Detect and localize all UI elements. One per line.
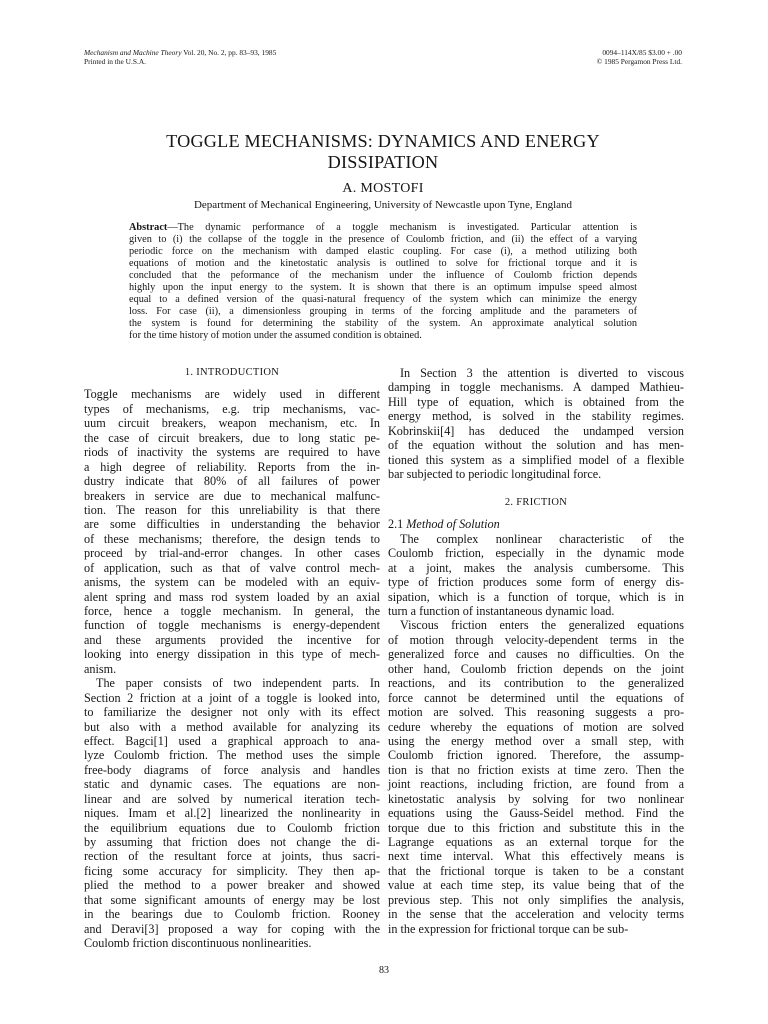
abstract <box>129 222 637 342</box>
abstract-line: highly upon the input energy to the system. It is shown that there is an optimum impulse speed almost <box>129 282 637 293</box>
body-text-line: are some difficulties in understanding the behavior <box>84 517 380 532</box>
issn-price: 0094–114X/85 $3.00 + .00 <box>602 48 682 57</box>
body-text-line: generalized force and causes no difficulties. On the <box>388 647 684 662</box>
body-text-line: The paper consists of two independent parts. In <box>96 676 380 691</box>
journal-volume-info: Vol. 20, No. 2, pp. 83–93, 1985 <box>181 48 277 57</box>
abstract-line: given to (i) the collapse of the toggle in the presence of Coulomb friction, and (ii) the effect of a varying <box>129 234 637 245</box>
body-text-line: effect. Bagci[1] used a graphical approach to ana- <box>84 733 380 748</box>
body-text-line: and Deravi[3] proposed a way for coping with the <box>84 921 380 936</box>
body-text-line: tion is that no friction exists at time zero. Then the <box>388 762 684 777</box>
paper-title-line-2: DISSIPATION <box>327 152 439 172</box>
paper-title <box>84 131 682 173</box>
body-text-line: turn a function of instantaneous dynamic load. <box>388 604 615 618</box>
body-text-line: riods of inactivity the systems are required to have <box>84 445 380 460</box>
body-text-line: a high degree of reliability. Reports from the in- <box>84 459 380 474</box>
body-text-line: other hand, Coulomb friction depends on the joint <box>388 661 684 676</box>
copyright-notice: © 1985 Pergamon Press Ltd. <box>596 57 682 66</box>
body-text-line: of the equation without the solution and has men- <box>388 438 684 453</box>
body-text-line: of application, such as that of valve control mech- <box>84 560 380 575</box>
body-text-line: tion. The reason for this unreliability is that there <box>84 502 380 517</box>
section-heading-introduction: 1. INTRODUCTION <box>184 367 280 378</box>
body-text-line: In Section 3 the attention is diverted to viscous <box>400 366 684 380</box>
body-text-line: in the expression for frictional torque can be sub- <box>388 921 629 936</box>
body-text-line: value at each time step, its value being that of the <box>388 878 684 893</box>
body-text-line: by assuming that friction does not change the di- <box>84 835 380 849</box>
body-text-line: dustry indicate that 80% of all failures of power <box>84 474 380 489</box>
body-text-line: that the frictional torque is taken to be a constant <box>388 863 684 878</box>
body-text-line: and these arguments provided the incentive for <box>84 632 380 647</box>
body-text-line: force cannot be determined until the equations of <box>388 690 684 705</box>
paper-title-line-1: TOGGLE MECHANISMS: DYNAMICS AND ENERGY <box>166 131 600 151</box>
right-column <box>388 366 684 936</box>
body-text-line: sipation, which is a function of torque, which is in <box>388 589 684 604</box>
printed-in-note: Printed in the U.S.A. <box>84 57 146 66</box>
body-text-line: Hill type of equation, which is obtained from the <box>388 394 684 409</box>
body-text-line: breakers in service are due to mechanical malfunc- <box>84 488 380 503</box>
subsection-heading <box>388 517 684 531</box>
body-text-line: Kobrinskii[4] has deduced the undamped version <box>388 423 684 438</box>
body-text-line: lyze Coulomb friction. The method uses the simple <box>84 748 380 763</box>
body-text-line: niques. Imam et al.[2] linearized the nonlinearity in <box>84 806 380 821</box>
body-text-line: torque due to this friction and substitute this in the <box>388 820 684 835</box>
abstract-line: equal to a defined version of the quasi-natural frequency of the system which can minimize the energy <box>129 294 637 305</box>
copyright-block <box>597 48 682 66</box>
body-text-line: bar subjected to periodic longitudinal force. <box>388 467 602 482</box>
body-text-line: reactions, and its contribution to the generalized <box>388 676 684 691</box>
body-text-line: tioned this system as a simplified model of a flexible <box>388 452 684 467</box>
body-text-line: free-body diagrams of force analysis and handles <box>84 762 380 777</box>
body-text-line: in the bearings due to Coulomb friction. Rooney <box>84 907 380 922</box>
body-text-line: Lagrange equations as an external torque for the <box>388 835 684 849</box>
subsection-title: Method of Solution <box>406 517 500 532</box>
body-text-line: energy method, is solved in the stability regimes. <box>388 409 684 424</box>
body-text-line: types of mechanisms, e.g. trip mechanisms, vac- <box>84 401 380 416</box>
author-affiliation: Department of Mechanical Engineering, University of Newcastle upon Tyne, England <box>193 199 573 211</box>
body-text-line: at a joint, makes the analysis cumbersome. This <box>388 560 684 575</box>
body-text-line: next time interval. What this effectively means is <box>388 849 684 864</box>
body-text-line: type of friction produces some form of energy dis- <box>388 575 684 590</box>
abstract-heading: Abstract <box>129 222 168 233</box>
body-text-line: in the sense that the acceleration and velocity terms <box>388 907 684 922</box>
abstract-line <box>129 222 637 234</box>
body-text-line: but also with a method available for analyzing its <box>84 719 380 734</box>
body-text-line: anism. <box>84 661 117 676</box>
body-text-line: motion are solved. This reasoning suggests a pro- <box>388 705 684 720</box>
body-text-line: The complex nonlinear characteristic of the <box>400 531 684 546</box>
abstract-line: equations of motion and the kinetostatic analysis is outlined to solve for frictional torque and it is <box>129 258 637 269</box>
body-text-line: of motion through velocity-dependent terms in the <box>388 632 684 647</box>
body-text-line: Coulomb friction discontinuous nonlinearities. <box>84 936 312 951</box>
body-text-line: Toggle mechanisms are widely used in different <box>84 387 380 402</box>
body-text-line: alent spring and mass rod system loaded by an axial <box>84 589 380 604</box>
body-text-line: uum circuit breakers, weapon mechanism, etc. In <box>84 416 380 431</box>
body-text-line: cedure whereby the equations of motion are solved <box>388 719 684 734</box>
body-text-line: Section 2 friction at a joint of a toggle is looked into, <box>84 690 380 705</box>
abstract-line: periodic force on the mechanism with damped elastic coupling. For case (i), a method utilizing both <box>129 246 637 257</box>
page-number: 83 <box>379 965 389 976</box>
body-text-line: force, hence a toggle mechanism. In general, the <box>84 604 380 618</box>
body-text-line: that some significant amounts of energy may be lost <box>84 892 380 907</box>
abstract-line: for the time history of motion under the assumed condition is obtained. <box>129 330 422 341</box>
body-text-line: static and dynamic cases. The equations are non- <box>84 777 380 792</box>
body-text-line: equations using the Gauss-Seidel method. Find the <box>388 806 684 821</box>
body-text-line: function of toggle mechanisms is energy-dependent <box>84 618 380 633</box>
body-text-line: to familiarize the designer not only with its effect <box>84 705 380 720</box>
body-text-line: of these mechanisms; therefore, the design tends to <box>84 531 380 546</box>
section-spacer <box>388 482 684 496</box>
heading-spacer <box>388 510 684 517</box>
abstract-line: the system is found for determining the stability of the system. An approximate analytical solution <box>129 318 637 329</box>
abstract-line: concluded that the peformance of the mechanism under the influence of Coulomb friction depends <box>129 270 637 281</box>
subsection-number: 2.1 <box>388 517 407 532</box>
section-heading-friction: 2. FRICTION <box>504 496 568 508</box>
left-column <box>84 366 380 951</box>
body-text-line: previous step. This not only simplifies the analysis, <box>388 892 684 907</box>
body-text-line: anisms, the system can be modeled with an equiv- <box>84 575 380 590</box>
abstract-line: loss. For case (ii), a dimensionless grouping in terms of the forcing amplitude and the parameters of <box>129 306 637 317</box>
journal-citation <box>84 48 276 66</box>
abstract-text: —The dynamic performance of a toggle mechanism is investigated. Particular attention is <box>167 222 637 233</box>
author-name: A. MOSTOFI <box>342 181 424 196</box>
body-text-line: kinetostatic analysis by solving for two nonlinear <box>388 791 684 806</box>
heading-spacer <box>84 380 380 387</box>
body-text-line: looking into energy dissipation in this type of mech- <box>84 647 380 662</box>
body-text-line: the case of circuit breakers, due to long static pe- <box>84 430 380 445</box>
journal-name: Mechanism and Machine Theory <box>84 48 182 57</box>
body-text-line: plied the method to a power breaker and showed <box>84 878 380 893</box>
body-text-line: the equilibrium equations due to Coulomb friction <box>84 820 380 835</box>
body-text-line: rection of the resultant force at joints, thus sacri- <box>84 849 380 864</box>
body-text-line: linear and are solved by numerical iteration tech- <box>84 791 380 806</box>
body-text-line: Coulomb friction, especially in the dynamic mode <box>388 546 684 561</box>
body-text-line: using the energy method over a small step, with <box>388 733 684 748</box>
body-text-line: joint reactions, including friction, are found from a <box>388 777 684 792</box>
body-text-line: ficing some accuracy for simplicity. They then ap- <box>84 863 380 878</box>
body-text-line: damping in toggle mechanisms. A damped Mathieu- <box>388 380 684 395</box>
body-text-line: proceed by trial-and-error changes. In other cases <box>84 546 380 561</box>
body-text-line: Coulomb friction ignored. Therefore, the assump- <box>388 748 684 763</box>
body-text-line: Viscous friction enters the generalized equations <box>400 618 684 633</box>
